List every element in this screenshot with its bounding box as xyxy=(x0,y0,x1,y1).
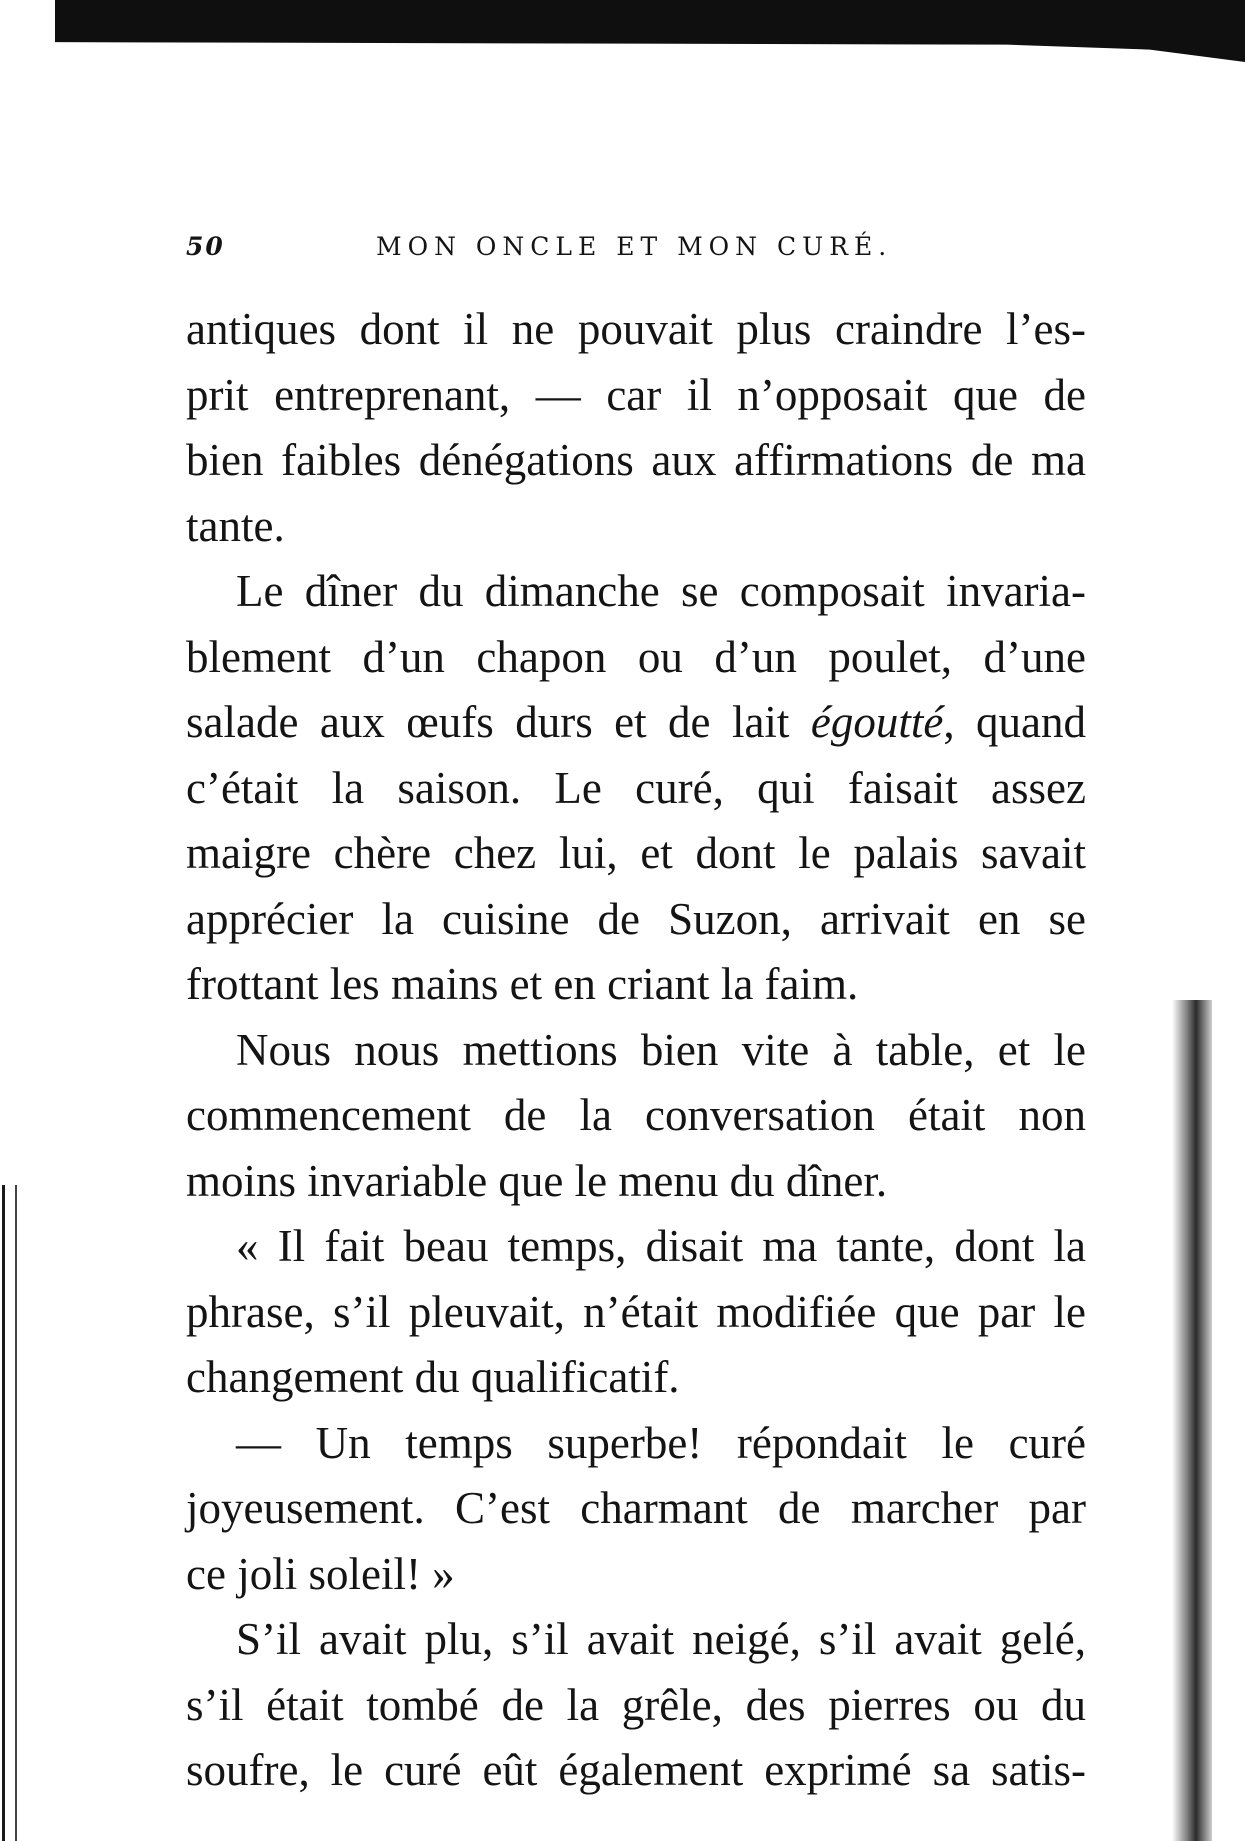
text-line: bien faibles dénégations aux affirmations de ma xyxy=(186,435,1086,485)
scan-top-edge xyxy=(55,0,1245,62)
italic-word: égoutté xyxy=(810,697,944,747)
text-line: maigre chère chez lui, et dont le palais savait xyxy=(186,828,1086,878)
scan-gutter-shadow xyxy=(1172,1000,1212,1841)
text-line: soufre, le curé eût également exprimé sa satis- xyxy=(186,1745,1086,1795)
text-fragment: , quand xyxy=(943,697,1086,747)
text-line: tante. xyxy=(186,500,285,551)
text-line: antiques dont il ne pouvait plus craindre l’es- xyxy=(186,304,1086,354)
text-line: s’il était tombé de la grêle, des pierres ou du xyxy=(186,1679,1086,1730)
text-line: frottant les mains et en criant la faim. xyxy=(186,959,859,1009)
text-line: commencement de la conversation était non xyxy=(186,1090,1086,1140)
text-line: « Il fait beau temps, disait ma tante, dont la xyxy=(236,1221,1086,1271)
text-line: moins invariable que le menu du dîner. xyxy=(186,1155,888,1206)
text-line: phrase, s’il pleuvait, n’était modifiée que par le xyxy=(186,1286,1086,1337)
page-number: 50 xyxy=(186,232,225,261)
text-line: c’était la saison. Le curé, qui faisait assez xyxy=(186,762,1086,813)
text-line: changement du qualificatif. xyxy=(186,1352,680,1402)
running-title: MON ONCLE ET MON CURÉ. xyxy=(376,232,893,261)
text-line: S’il avait plu, s’il avait neigé, s’il avait gelé, xyxy=(236,1614,1086,1664)
text-line: Le dîner du dimanche se composait invaria- xyxy=(236,566,1086,616)
text-line: joyeusement. C’est charmant de marcher par xyxy=(186,1483,1086,1533)
text-line: prit entreprenant, — car il n’opposait que de xyxy=(186,369,1086,420)
body-text xyxy=(186,297,1086,1804)
text-line xyxy=(186,690,1086,756)
text-line: — Un temps superbe! répondait le curé xyxy=(236,1417,1086,1468)
text-line: ce joli soleil! » xyxy=(186,1548,455,1599)
text-fragment: salade aux œufs durs et de lait xyxy=(186,697,811,747)
text-line: Nous nous mettions bien vite à table, et le xyxy=(236,1024,1086,1075)
text-line: blement d’un chapon ou d’un poulet, d’une xyxy=(186,631,1086,682)
scan-left-edge xyxy=(2,1185,17,1841)
text-line: apprécier la cuisine de Suzon, arrivait en se xyxy=(186,893,1086,944)
running-head xyxy=(186,232,1126,272)
